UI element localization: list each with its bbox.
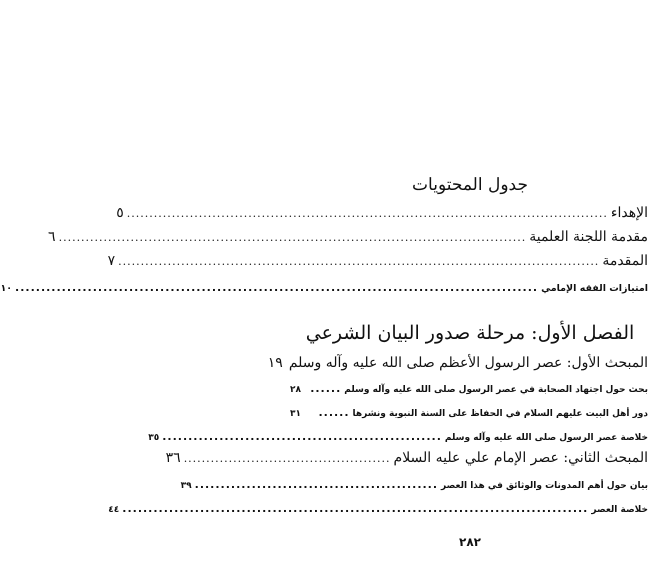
subsection-entry-label: دور أهل البيت عليهم السلام في الحفاظ على السنة النبوية ونشرها: [352, 409, 648, 419]
toc-entry: [48, 229, 648, 245]
subsection-entry: [180, 478, 648, 491]
subsection-entry-page: ٣٥: [148, 433, 160, 443]
subsection-entry-label: خلاصة عصر الرسول صلى الله عليه وآله وسلم: [444, 433, 648, 443]
toc-entry: [0, 281, 648, 294]
subsection-entry-label: بحث حول اجتهاد الصحابة في عصر الرسول صلى الله عليه وآله وسلم: [344, 385, 648, 395]
toc-entry-page: ٥: [116, 205, 124, 221]
subsection-entry-page: ٣١: [290, 409, 301, 419]
toc-entry: [107, 253, 648, 269]
toc-entry-label: المقدمة: [602, 253, 648, 269]
subsection-entry: [148, 430, 648, 443]
section-entry: [165, 450, 648, 466]
subsection-entry-page: ٤٤: [108, 505, 120, 515]
page-number: ٢٨٢: [459, 535, 481, 549]
leader-dots: ......: [310, 382, 342, 395]
toc-entry-label: امتيازات الفقه الإمامي: [541, 283, 648, 294]
leader-dots: ..............................................: [183, 452, 391, 465]
leader-dots: ........................................................................................................: [58, 231, 527, 244]
leader-dots: ..........................................................................................: [122, 502, 589, 515]
toc-entry-page: ١٠: [0, 283, 13, 294]
section-entry-label: المبحث الأول: عصر الرسول الأعظم صلى الله عليه وآله وسلم: [288, 355, 648, 371]
section-entry-label: المبحث الثاني: عصر الإمام علي عليه السلام: [393, 450, 648, 466]
subsection-entry-page: ٢٨: [290, 385, 301, 395]
leader-dots: ......: [318, 406, 350, 419]
toc-entry-page: ٦: [48, 229, 56, 245]
leader-dots: ...........................................................................................................: [126, 207, 608, 220]
section-entry-page: ٣٦: [165, 450, 181, 466]
leader-dots: ......................................................: [162, 430, 442, 443]
toc-title: جدول المحتويات: [412, 175, 528, 195]
toc-entry-label: مقدمة اللجنة العلمية: [529, 229, 648, 245]
subsection-entry-label: خلاصة العصر: [591, 505, 648, 515]
section-entry-page: ١٩: [267, 355, 283, 371]
subsection-entry-label: بيان حول أهم المدونات والوثائق في هذا العصر: [441, 481, 648, 491]
toc-entry: [116, 205, 648, 221]
chapter-title: الفصل الأول: مرحلة صدور البيان الشرعي: [305, 322, 635, 344]
section-entry: [267, 355, 648, 371]
toc-entry-page: ٧: [107, 253, 116, 269]
subsection-entry: [290, 406, 648, 419]
toc-entry-label: الإهداء: [610, 205, 648, 221]
leader-dots: ...............................................: [194, 478, 439, 491]
leader-dots: .....................................................................................................: [15, 281, 539, 294]
subsection-entry-page: ٣٩: [180, 481, 192, 491]
leader-dots: ...........................................................................................................: [118, 255, 600, 268]
subsection-entry: [290, 382, 648, 395]
subsection-entry: [108, 502, 648, 515]
